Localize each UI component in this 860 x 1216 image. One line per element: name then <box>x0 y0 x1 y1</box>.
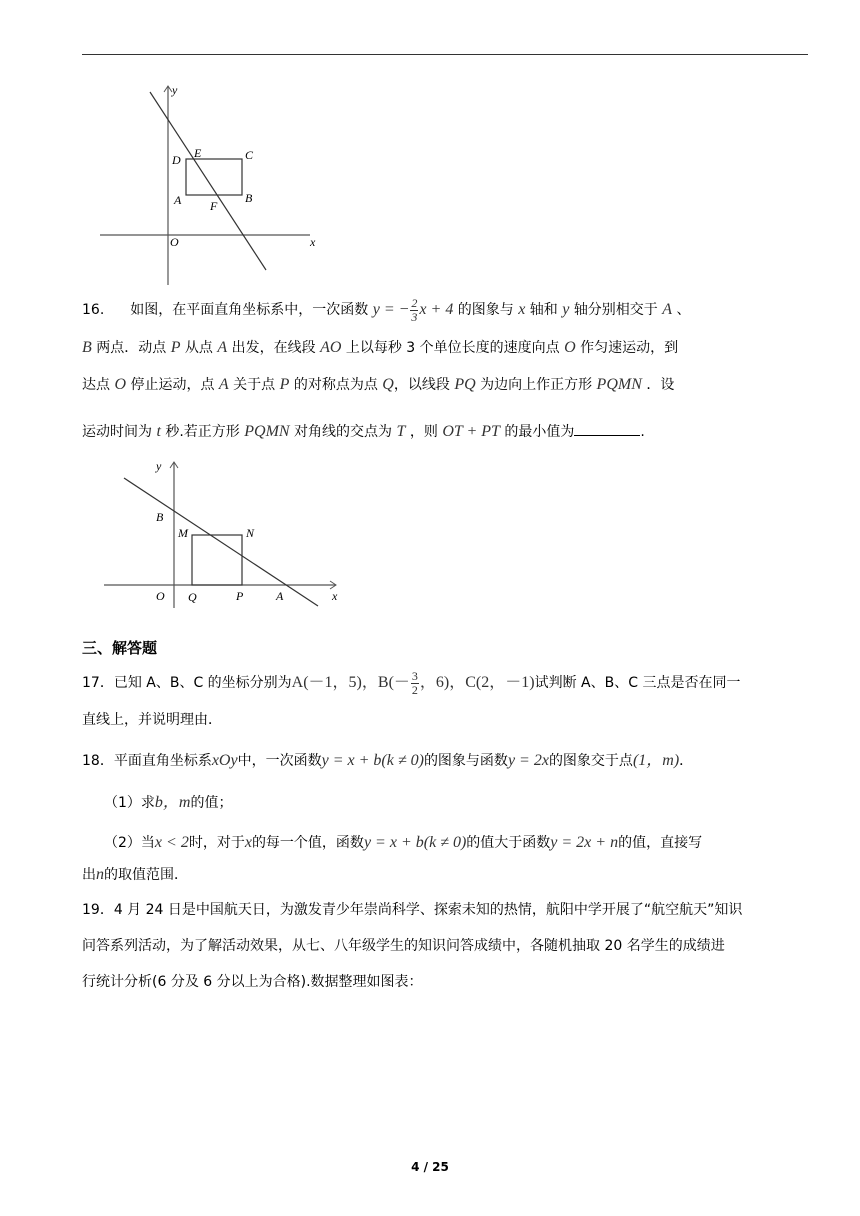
point-b: B(－ $\frac{3}{2}$ ，6)， <box>377 669 466 697</box>
q19-line3: 行统计分析(6 分及 6 分以上为合格).数据整理如图表： <box>82 974 423 990</box>
function-expression: y = − $\frac{2}{3}$ x + 4 <box>372 296 454 324</box>
q16-line1: 16. 如图，在平面直角坐标系中，一次函数 y = − $\frac{2}{3}$ x + 4 的图象与 x 轴和 y 轴分别相交于 A 、 <box>82 296 691 324</box>
section-title: 三、解答题 <box>82 639 158 657</box>
label-o: O <box>156 589 165 603</box>
figure1-svg <box>90 80 330 285</box>
label-f: F <box>210 199 218 213</box>
label-n: N <box>246 526 255 540</box>
answer-blank <box>574 421 640 436</box>
label-q: Q <box>188 590 197 604</box>
label-p: P <box>236 589 244 603</box>
q16-line2: B 两点．动点 P 从点 A 出发，在线段 AO 上以每秒 3 个单位长度的速度向点 O 作匀速运动，到 <box>82 339 679 356</box>
label-b: B <box>245 191 253 205</box>
label-c: C <box>245 148 254 162</box>
figure2-svg <box>100 458 350 608</box>
q19-line2: 问答系列活动，为了解活动效果，从七、八年级学生的知识问答成绩中，各随机抽取 20 名学生的成绩进 <box>82 938 725 954</box>
q18-line1: 18．平面直角坐标系xOy中，一次函数y = x + b(k ≠ 0)的图象与函数y = 2x的图象交于点(1，m)． <box>82 752 694 769</box>
label-e: E <box>194 146 202 160</box>
q18-part2: （2）当x < 2时，对于x的每一个值，函数y = x + b(k ≠ 0)的值大于函数y = 2x + n的值，直接写 <box>104 834 703 851</box>
q17-line2: 直线上，并说明理由． <box>82 712 222 728</box>
figure-rectangle-line <box>90 80 330 289</box>
label-b: B <box>156 510 164 524</box>
header-rule <box>82 54 808 55</box>
page-number: 4 / 25 <box>411 1160 449 1174</box>
q18-part1: （1）求b，m的值； <box>104 794 233 811</box>
q16-line3: 达点 O 停止运动，点 A 关于点 P 的对称点为点 Q，以线段 PQ 为边向上作正方形 PQMN ．设 <box>82 376 675 393</box>
q18-part2-cont: 出n的取值范围． <box>82 866 188 883</box>
label-o: O <box>170 235 179 249</box>
label-m: M <box>178 526 188 540</box>
figure-square-line <box>100 458 350 612</box>
label-x: x <box>332 589 338 603</box>
line-ab <box>124 478 318 606</box>
label-d: D <box>172 153 181 167</box>
square-pqmn <box>192 535 242 585</box>
label-a: A <box>174 193 182 207</box>
label-a: A <box>276 589 284 603</box>
label-y: y <box>156 459 162 473</box>
label-y: y <box>172 83 178 97</box>
label-x: x <box>310 235 316 249</box>
line-ef <box>150 92 266 270</box>
q17-line1: 17．已知 A、B、C 的坐标分别为A(－1，5)，B(－ $\frac{3}{2}$ ，6)，C(2，－1)试判断 A、B、C 三点是否在同一 <box>82 669 741 697</box>
q19-line1: 19．4 月 24 日是中国航天日，为激发青少年崇尚科学、探索未知的热情，航阳中学开展了“航空航天”知识 <box>82 902 743 918</box>
q16-line4: 运动时间为 t 秒.若正方形 PQMN 对角线的交点为 T ，则 OT + PT 的最小值为 . <box>82 423 645 440</box>
